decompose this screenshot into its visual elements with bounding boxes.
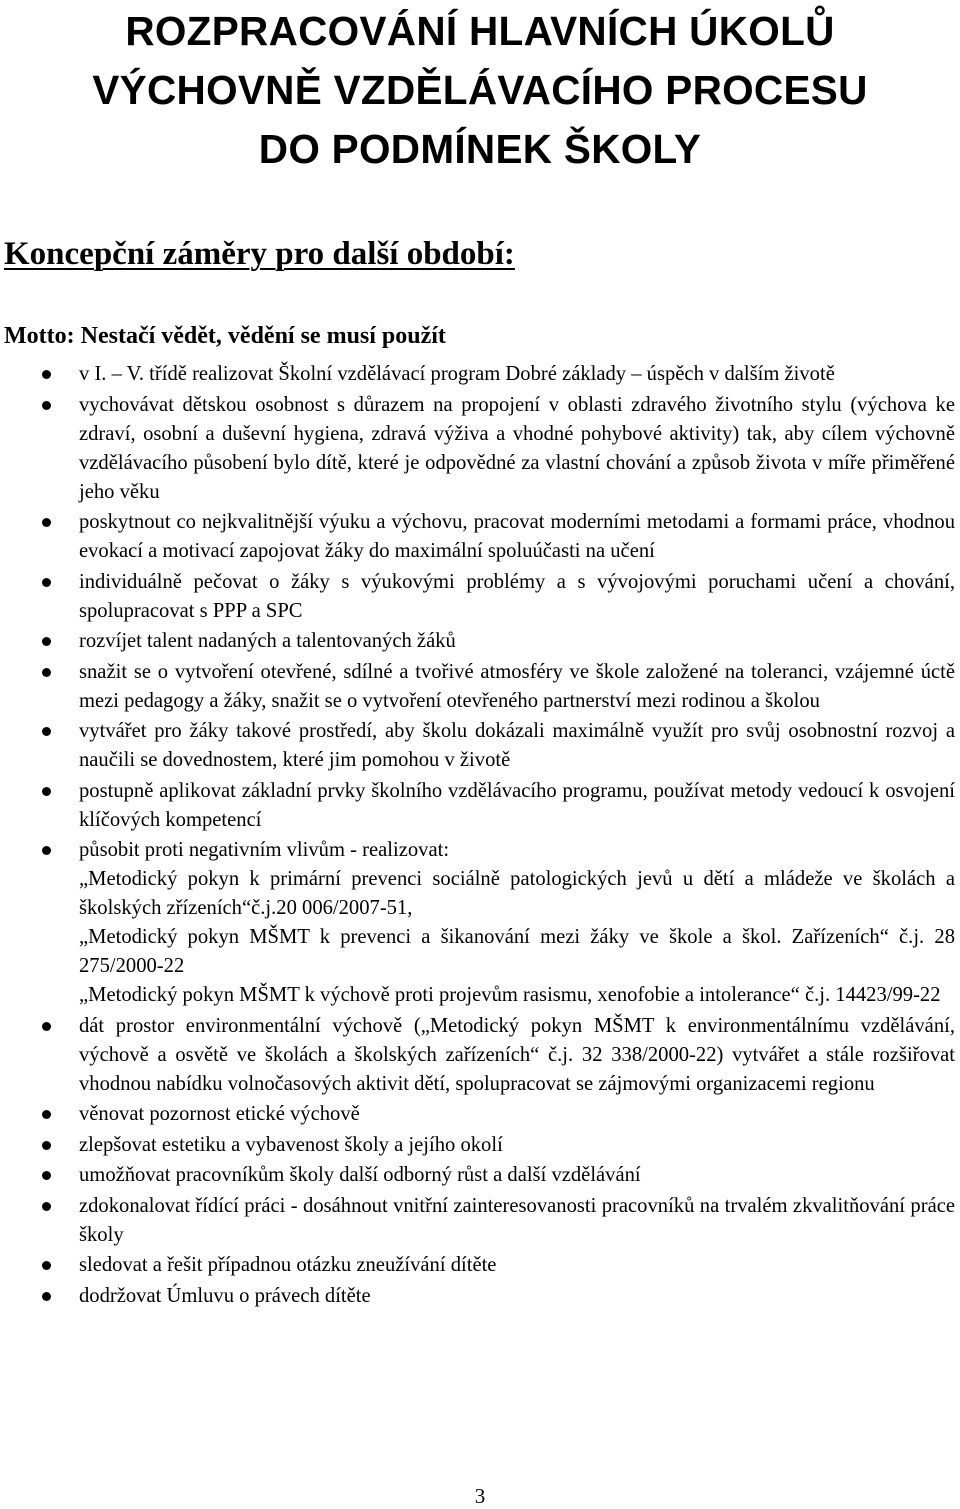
list-item-text: dodržovat Úmluvu o právech dítěte [79,1284,371,1307]
list-item-text: postupně aplikovat základní prvky školního vzdělávacího programu, používat metody vedoucí k osvojení klíčových kompetencí [79,779,955,831]
list-item-text: vychovávat dětskou osobnost s důrazem na propojení v oblasti zdravého životního stylu (výchova ke zdraví, osobní a duševní hygiena, zdravá výživa a vhodné pohybové aktivity) tak, aby cílem výchovně vzdělávacího působení bylo dítě, které je odpovědné za vlastní chování a způsob života v míře přiměřené jeho věku [79,393,955,503]
bullet-icon [42,1171,51,1180]
list-item [0,627,960,656]
bullet-icon [42,370,51,379]
bullet-icon [42,578,51,587]
list-item-text: zdokonalovat řídící práci - dosáhnout vnitřní zainteresovanosti pracovníků na trvalém zkvalitňování práce školy [79,1194,955,1246]
list-item-text: umožňovat pracovníkům školy další odborný růst a další vzdělávání [79,1164,641,1186]
bullet-list [0,360,960,1312]
list-item [0,1282,960,1311]
bullet-icon [42,787,51,796]
list-item-text: věnovat pozornost etické výchově [79,1103,360,1125]
sub-item-text: „Metodický pokyn MŠMT k prevenci a šikanování mezi žáky ve škole a škol. Zařízeních“ č.j. 28 275/2000-22 [79,926,955,977]
list-item-text: v I. – V. třídě realizovat Školní vzdělávací program Dobré základy – úspěch v dalším životě [79,363,835,385]
list-item [0,1161,960,1190]
list-item [0,1192,960,1250]
list-item [0,1131,960,1160]
list-item-text: sledovat a řešit případnou otázku zneužívání dítěte [79,1254,497,1276]
bullet-icon [42,846,51,855]
bullet-icon [42,1022,51,1031]
bullet-icon [42,1202,51,1211]
list-item [0,360,960,389]
list-item [0,1100,960,1129]
list-item-text: individuálně pečovat o žáky s výukovými problémy a s vývojovými poruchami učení a chování, spolupracovat s PPP a SPC [79,570,955,622]
list-item [0,717,960,775]
bullet-icon [42,1141,51,1150]
list-item [0,777,960,835]
list-item-text: působit proti negativním vlivům - realizovat: [79,839,450,861]
bullet-icon [42,637,51,646]
list-item-text: snažit se o vytvoření otevřené, sdílné a tvořivé atmosféry ve škole založené na toleranci, vzájemné úctě mezi pedagogy a žáky, snažit se o vytvoření otevřeného partnerství mezi rodinou a školou [79,660,955,712]
list-item-text: dát prostor environmentální výchově („Metodický pokyn MŠMT k environmentálnímu vzdělávání, výchově a osvětě ve školách a školských zařízeních“ č.j. 32 338/2000-22) vytvářet a stále rozšiřovat vhodnou nabídku volnočasových aktivit dětí, spolupracovat se zájmovými organizacemi regionu [79,1014,955,1095]
title-line: ROZPRACOVÁNÍ HLAVNÍCH ÚKOLŮ [125,8,835,54]
bullet-icon [42,1261,51,1270]
list-item [0,391,960,507]
main-title [0,2,960,179]
title-line: VÝCHOVNĚ VZDĚLÁVACÍHO PROCESU [92,67,868,113]
list-item [0,508,960,566]
list-item [0,1251,960,1280]
bullet-icon [42,1292,51,1301]
list-item-text: vytvářet pro žáky takové prostředí, aby školu dokázali maximálně využít pro svůj osobnostní rozvoj a naučili se dovednostem, které jim pomohou v životě [79,720,955,771]
bullet-icon [42,518,51,527]
sub-item-text: „Metodický pokyn MŠMT k výchově proti projevům rasismu, xenofobie a intolerance“ č.j. 14423/99-22 [79,984,941,1006]
list-item [0,1012,960,1099]
motto: Motto: Nestačí vědět, vědění se musí použít [4,323,446,349]
list-item [0,568,960,626]
page-number: 3 [474,1484,486,1508]
list-item-text: rozvíjet talent nadaných a talentovaných žáků [79,630,456,652]
bullet-icon [42,401,51,410]
list-item [0,836,960,1010]
bullet-icon [42,1110,51,1119]
list-item-text: zlepšovat estetiku a vybavenost školy a jejího okolí [79,1133,503,1156]
sub-item-text: „Metodický pokyn k primární prevenci sociálně patologických jevů u dětí a mládeže ve školách a školských zřízeních“č.j.20 006/2007-51, [79,868,955,919]
list-item-text: poskytnout co nejkvalitnější výuku a výchovu, pracovat moderními metodami a formami práce, vhodnou evokací a motivací zapojovat žáky do maximální spoluúčasti na učení [79,511,955,562]
title-line: DO PODMÍNEK ŠKOLY [258,126,702,172]
bullet-icon [42,727,51,736]
list-item [0,658,960,716]
bullet-icon [42,668,51,677]
section-title: Koncepční záměry pro další období: [4,236,515,272]
